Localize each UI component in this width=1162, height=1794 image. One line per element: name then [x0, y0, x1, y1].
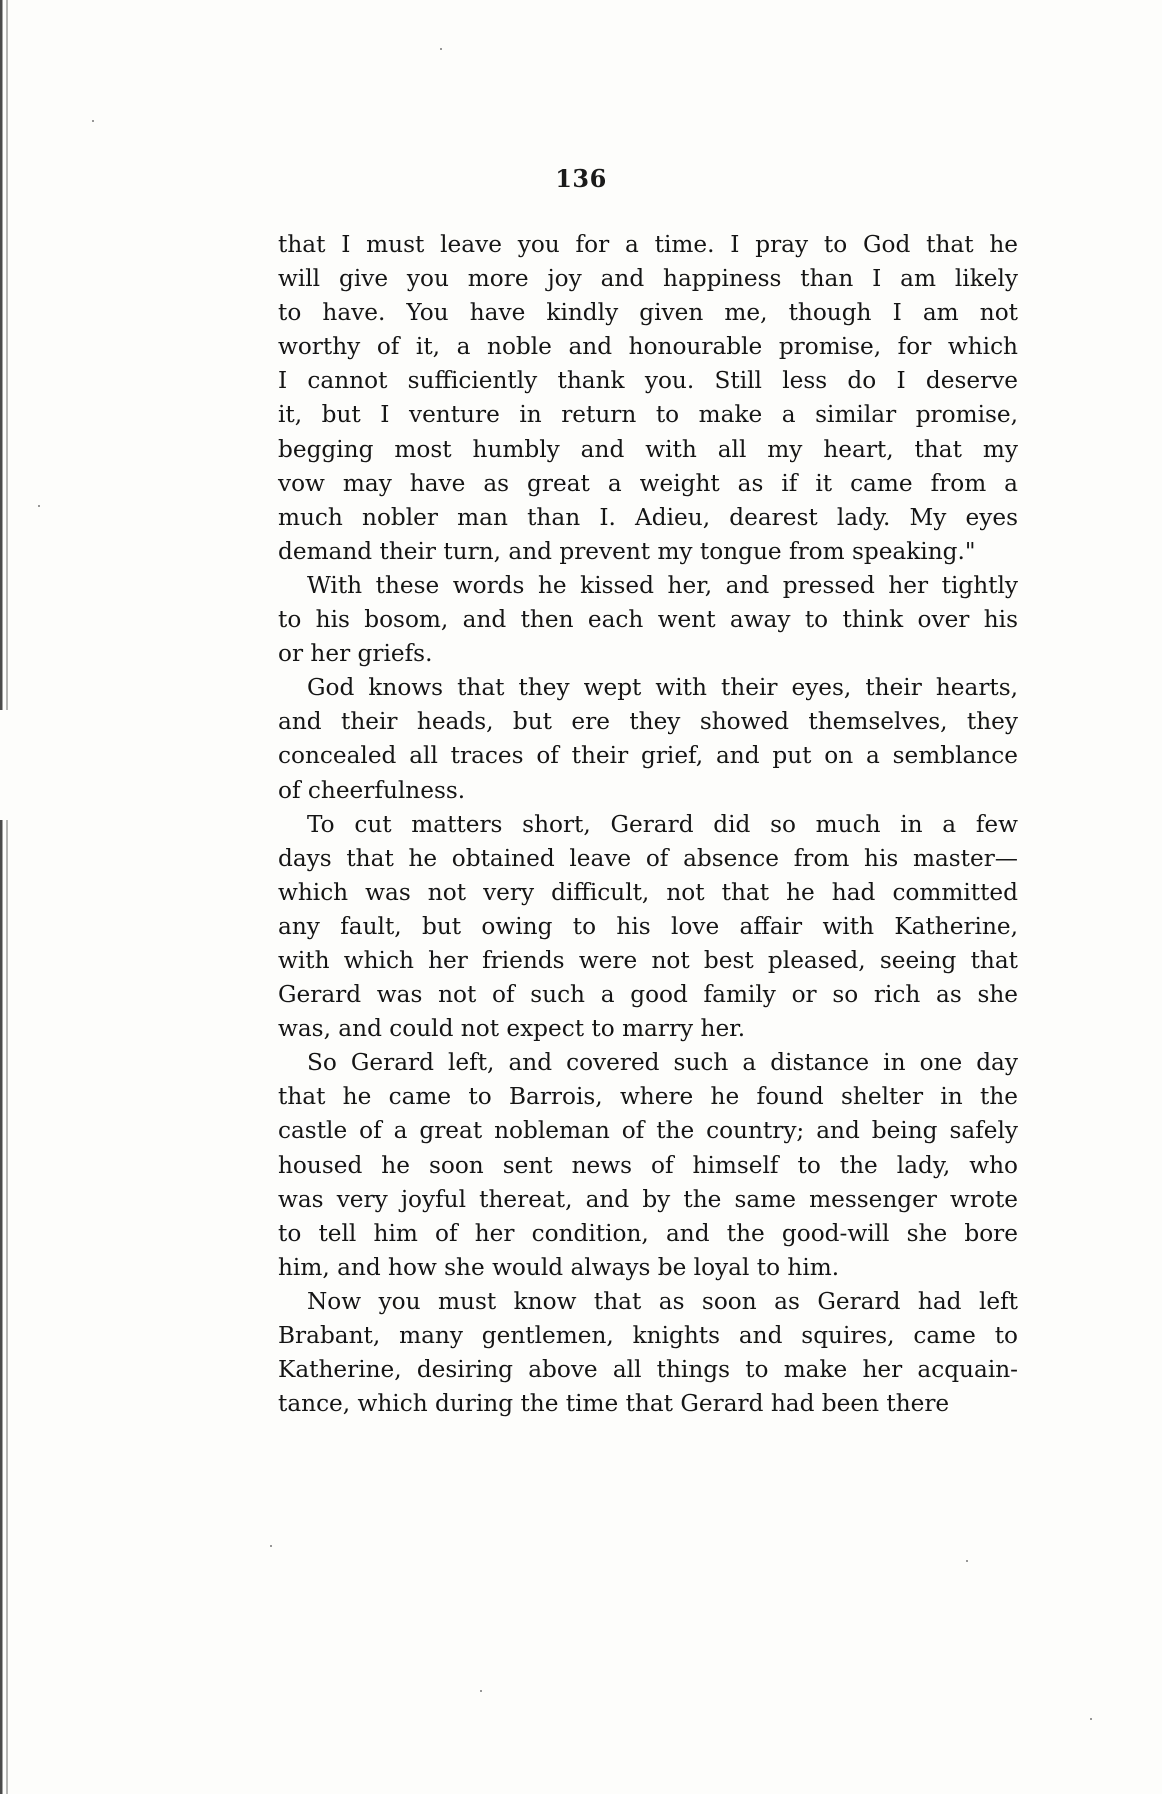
text-line: days that he obtained leave of absence from his master— [278, 844, 1018, 872]
text-line: So Gerard left, and covered such a distance in one day [307, 1049, 1018, 1077]
text-line: demand their turn, and prevent my tongue from speaking." [278, 537, 976, 565]
page-number: 136 [555, 164, 607, 193]
text-line: tance, which during the time that Gerard had been there [278, 1390, 950, 1418]
paragraph [278, 1285, 1018, 1421]
text-line: to tell him of her condition, and the good-will she bore [278, 1219, 1018, 1247]
text-line: Gerard was not of such a good family or so rich as she [278, 981, 1018, 1009]
text-line: Now you must know that as soon as Gerard had left [307, 1287, 1018, 1315]
text-line: him, and how she would always be loyal to him. [278, 1253, 840, 1281]
text-line: begging most humbly and with all my heart, that my [278, 435, 1018, 463]
text-line: much nobler man than I. Adieu, dearest lady. My eyes [278, 503, 1018, 531]
text-line: will give you more joy and happiness than I am likely [278, 265, 1018, 293]
text-line: worthy of it, a noble and honourable promise, for which [278, 333, 1018, 361]
text-line: or her griefs. [278, 640, 433, 668]
text-line: With these words he kissed her, and pressed her tightly [307, 571, 1018, 599]
text-line: God knows that they wept with their eyes, their hearts, [307, 674, 1018, 702]
text-line: was, and could not expect to marry her. [278, 1015, 746, 1043]
text-line: that he came to Barrois, where he found shelter in the [278, 1083, 1018, 1111]
paper-speck [966, 1560, 968, 1562]
text-line: Katherine, desiring above all things to make her acquain- [278, 1356, 1018, 1384]
paper-speck [92, 120, 94, 122]
text-line: to his bosom, and then each went away to think over his [278, 606, 1018, 634]
text-line: and their heads, but ere they showed themselves, they [278, 708, 1018, 736]
paragraph [278, 671, 1018, 807]
paper-speck [440, 48, 442, 50]
body-text [278, 228, 1018, 1421]
text-line: housed he soon sent news of himself to the lady, who [278, 1151, 1018, 1179]
text-line: Brabant, many gentlemen, knights and squires, came to [278, 1322, 1018, 1349]
text-line: was very joyful thereat, and by the same messenger wrote [278, 1185, 1018, 1213]
paragraph [278, 228, 1018, 569]
binding-edge [0, 0, 14, 1794]
text-line: with which her friends were not best pleased, seeing that [278, 946, 1018, 974]
text-line: castle of a great nobleman of the country; and being safely [278, 1117, 1018, 1145]
paper-speck [270, 1545, 272, 1547]
binding-edge-gap [0, 710, 16, 820]
text-line: that I must leave you for a time. I pray to God that he [278, 231, 1018, 258]
text-line: any fault, but owing to his love affair with Katherine, [278, 912, 1018, 940]
text-line: I cannot sufficiently thank you. Still less do I deserve [278, 367, 1018, 395]
paragraph [278, 1046, 1018, 1285]
paragraph [278, 569, 1018, 671]
text-line: vow may have as great a weight as if it came from a [278, 469, 1018, 497]
text-line: it, but I venture in return to make a similar promise, [278, 401, 1018, 429]
text-line: To cut matters short, Gerard did so much in a few [307, 810, 1018, 838]
paper-speck [1090, 1718, 1092, 1720]
paper-speck [38, 505, 40, 507]
text-line: which was not very difficult, not that he had committed [278, 878, 1018, 906]
paper-speck [480, 1690, 482, 1692]
text-line: to have. You have kindly given me, though I am not [278, 299, 1018, 327]
paragraph [278, 808, 1018, 1047]
text-line: of cheerfulness. [278, 776, 466, 804]
text-line: concealed all traces of their grief, and put on a semblance [278, 742, 1018, 770]
